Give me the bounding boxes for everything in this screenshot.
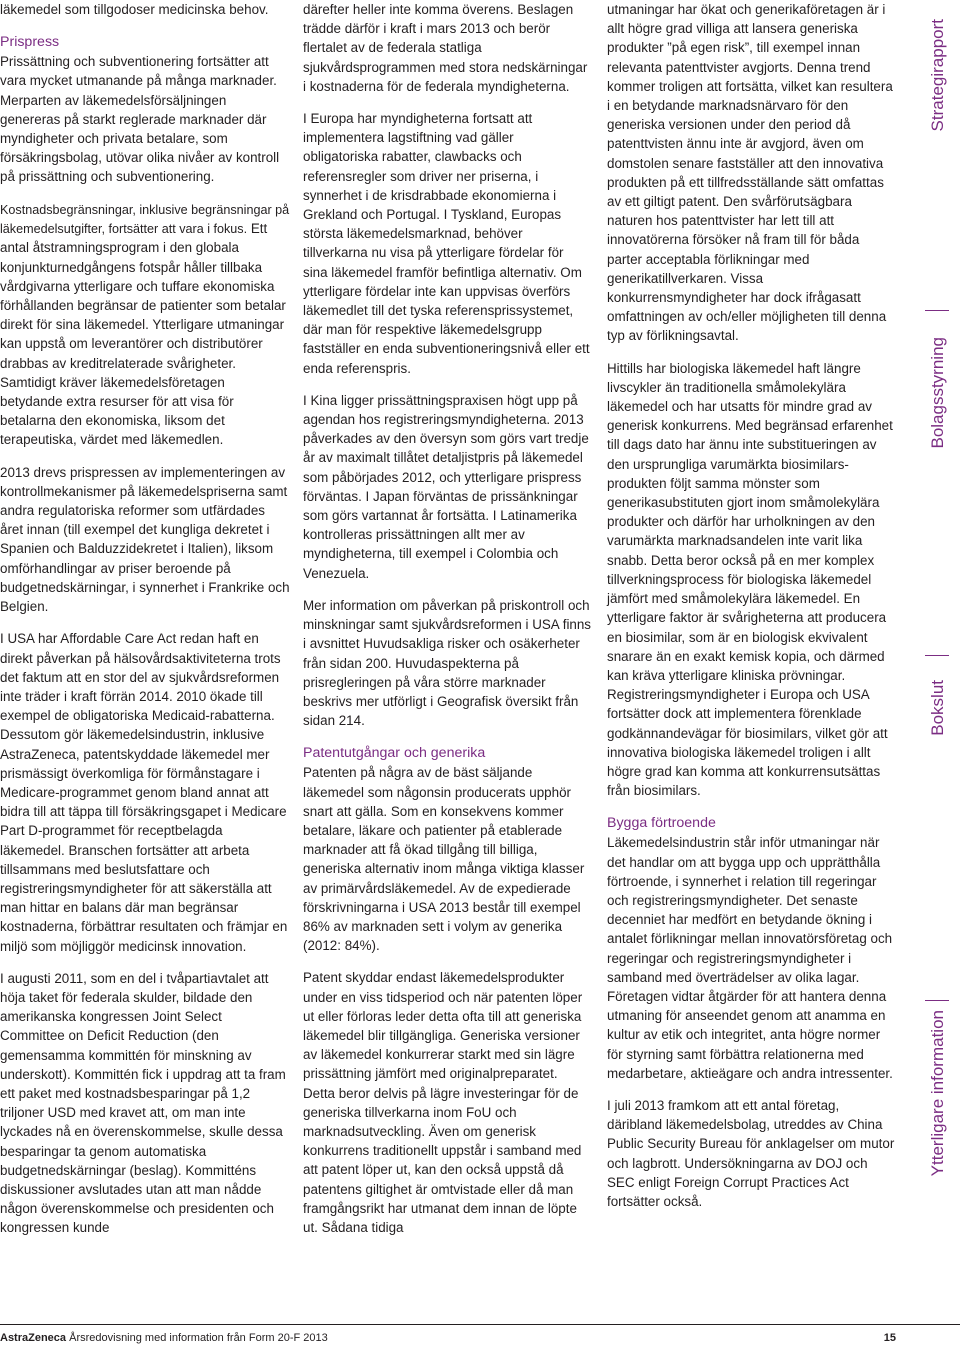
lead-text: Kostnadsbegränsningar, inklusive begränsningar på läkemedelsutgifter, fortsätter att vara i fokus. — [0, 202, 290, 237]
paragraph — [607, 1096, 895, 1211]
text-column-middle — [303, 0, 591, 1250]
section-heading: Patentutgångar och generika — [303, 745, 486, 762]
paragraph — [303, 743, 591, 955]
sidenav-divider — [925, 655, 949, 656]
paragraph — [303, 968, 591, 1237]
text-column-left — [0, 0, 290, 1251]
text-column-right — [607, 0, 895, 1224]
paragraph-text: därefter heller inte komma överens. Beslagen trädde därför i kraft i mars 2013 och berör flertalet av de federala statliga sjukvårdsprogrammen med stora nedskärningar i kostnaderna för de federala myndigheterna. — [303, 2, 588, 94]
paragraph-text: 2013 drevs prispressen av implementeringen av kontrollmekanismer på läkemedelspriserna samt andra regulatoriska reformer som utfärdades året innan (till exempel det kungliga dekretet i Spanien och Balduzzidekretet i Italien), liksom omförhandlingar av priser beroende på budgetnedskärningar, i synnerhet i Frankrike och Belgien. — [0, 464, 290, 615]
section-heading: Prispress — [0, 34, 60, 51]
paragraph-text: Patent skyddar endast läkemedelsprodukter under en viss tidsperiod och när patenten löper ut eller förloras leder detta ofta till att generiska läkemedel blir tillgängliga. Generiska versioner av läkemedel konkurrerar starkt med sin lägre prissättning jämfört med originalpreparatet. Detta beror delvis på lägre investeringar för de generiska tillverkarna inom FoU och marknadsutveckling. Även om generisk konkurrens traditionellt uppstår i samband med att patent löper ut, kan den också uppstå då patentens giltighet är omtvistade eller då man framgångsrikt har utmanat dem innan de löpte ut. Sådana tidiga — [303, 970, 583, 1235]
paragraph — [0, 32, 290, 186]
paragraph-text: utmaningar har ökat och generikaföretagen är i allt högre grad villiga att lansera generiska produkter ”på egen risk”, till exempel innan relevanta patenttvister avgjorts. Denna trend kommer troligen att fortsätta, vilket kan resultera i en betydande marknadsnärvaro för den generiska versionen under den period då patenttvisten ännu inte är avgjord, även om domstolen senare fastställer att den innovativa produkten på ett tillfredsställande sätt omfattas av ett giltigt patent. Den svårförutsägbara naturen hos patenttvister har lett till att innovatörerna försöker nå fram till för båda parter acceptabla förlikningar med generikatillverkaren. Vissa konkurrensmyndigheter har dock ifrågasatt omfattningen av och/eller möjligheten till denna typ av förlikningsavtal. — [607, 2, 893, 344]
paragraph-text: Patenten på några av de bäst säljande läkemedel som någonsin producerats upphör snart att gälla. Som en konsekvens kommer betalare, läkare och patienter på etablerade marknader att få ökad tillgång till billiga, generiska alternativ inom många viktiga klasser av primärvårdsläkemedel. Av de expedierade förskrivningarna i USA 2013 består till exempel 86% av marknaden sett i volym av generika (2012: 84%). — [303, 765, 585, 954]
paragraph — [303, 109, 591, 378]
paragraph-text: Läkemedelsindustrin står inför utmaningar när det handlar om att bygga upp och upprätthålla förtroende, i synnerhet i relation till regeringar och registreringsmyndigheter. Det senaste decenniet har medfört en betydande ökning i antalet förlikningar mellan innovatörsföretag och regeringar och registreringsmyndigheter i samband med överträdelser av olika lagar. Företagen vidtar åtgärder för att hantera denna utmaning för anseendet genom att anamma en kultur av etik och integritet, anta högre normer för styrning samt förbättra relationerna med medarbetare, aktieägare och andra intressenter. — [607, 835, 893, 1081]
footer-title: Årsredovisning med information från Form 20-F 2013 — [69, 1332, 328, 1344]
paragraph — [0, 0, 290, 19]
sidenav-divider — [925, 1000, 949, 1001]
paragraph — [0, 969, 290, 1238]
sidenav-strategirapport[interactable]: Strategirapport — [928, 18, 947, 132]
paragraph — [303, 391, 591, 583]
sidenav-divider — [925, 310, 949, 311]
sidenav-bokslut[interactable]: Bokslut — [928, 680, 947, 736]
paragraph — [0, 463, 290, 617]
paragraph-text: I augusti 2011, som en del i tvåpartiavtalet att höja taket för federala skulder, bildade den amerikanska kongressen Joint Select Committee on Deficit Reduction (den gemensamma kommittén för minskning av underskott). Kommittén fick i uppdrag att ta fram ett paket med kostnadsbesparingar på 1,2 triljoner USD med kravet att, om man inte lyckades nå en överenskommelse, skulle dessa besparingar ta genom automatiska budgetnedskärningar (beslag). Kommitténs diskussioner avslutades utan att man nådde någon överenskommelse och presidenten och kongressen kunde — [0, 970, 286, 1236]
paragraph-text: I Kina ligger prissättningspraxisen högt upp på agendan hos registreringsmyndigheterna. 2013 påverkades av den översyn som görs vart tredje år av maximalt tillåtet detaljistpris på läkemedel som påbörjades 2012, och ytterligare prispress förväntas. I Japan förväntas de prissänkningar som görs vartannat år fortsätta. I Latinamerika kontrolleras prissättningen allt mer av myndigheterna, till exempel i Colombia och Venezuela. — [303, 392, 589, 581]
sidenav-bolagsstyrning[interactable]: Bolagsstyrning — [928, 337, 947, 449]
footer — [0, 1331, 328, 1345]
sidenav-ytterligare-information[interactable]: Ytterligare information — [928, 1009, 947, 1177]
paragraph-text: Hittills har biologiska läkemedel haft längre livscykler än traditionella småmolekylära läkemedel och har utsatts för mindre grad av generisk konkurrens. Med begränsad erfarenhet till dags dato har ännu inte substitueringen av den ursprungliga varumärkta biosimilars-produkten följt samma mönster som generikasubstituten gjort inom småmolekylära produkter och därför har urholkningen av den varumärkta marknadsandelen inte varit lika snabb. Detta beror också på en mer komplex tillverkningsprocess för biologiska läkemedel jämfört med småmolekylära läkemedel. En ytterligare faktor är svårigheterna att producera en biosimilar, som är en biologisk ekvivalent snarare än en exakt kemisk kopia, och därmed kan kräva ytterligare kliniska prövningar. Registreringsmyndigheter i Europa och USA fortsätter dock att implementera förenklade godkännandevägar för biosimilars, vilket gör att innovativa biologiska läkemedel troligen i allt högre grad kan komma att konkurrensutsättas från biosimilars. — [607, 360, 893, 799]
paragraph — [303, 0, 591, 96]
footer-brand: AstraZeneca — [0, 1332, 67, 1344]
section-sidebar — [916, 0, 960, 1300]
paragraph — [607, 813, 895, 1083]
footer-rule — [0, 1324, 960, 1325]
paragraph — [0, 200, 290, 450]
paragraph-text: I juli 2013 framkom att ett antal företag, däribland läkemedelsbolag, utreddes av China Public Security Bureau för anklagelser om mutor och lagbrott. Undersökningarna av DOJ och SEC enligt Foreign Corrupt Practices Act fortsätter också. — [607, 1097, 895, 1209]
paragraph-text: I USA har Affordable Care Act redan haft en direkt påverkan på hälsovårdsaktiviteterna trots det faktum att en stor del av sjukvårdsreformen inte träder i kraft förrän 2014. 2010 ökade till exempel de obligatoriska Medicaid-rabatterna. Dessutom gör läkemedelsindustrin, inklusive AstraZeneca, patentskyddade läkemedel mer prismässigt överkomliga för förmånstagare i Medicare-programmet genom bland annat att bidra till att täppa till försäkringsgapet i Medicare Part D-programmet för receptbelagda läkemedel. Branschen fortsätter att arbeta tillsammans med beslutsfattare och registreringsmyndigheter för att säkerställa att man hittar en balans där man begränsar kostnaderna, förbättrar resultaten och främjar en miljö som möjliggör medicinsk innovation. — [0, 631, 288, 954]
paragraph — [303, 596, 591, 730]
paragraph — [0, 629, 290, 955]
paragraph-text: I Europa har myndigheterna fortsatt att implementera lagstiftning vad gäller obligatoriska rabatter, clawbacks och referensregler som driver ner priserna, i synnerhet i de krisdrabbade ekonomierna i Grekland och Portugal. I Tyskland, Europas största läkemedelsmarknad, behöver tillverkarna nu visa på ytterligare fördelar för sina läkemedel framför befintliga alternativ. Om ytterligare fördelar inte kan uppvisas överförs läkemedlet till det tyska referensprissystemet, där man för respektive läkemedelsgrupp fastställer en enda subventioneringsnivå eller ett enda referenspris. — [303, 111, 590, 376]
paragraph — [607, 359, 895, 801]
paragraph-text: Ett antal åtstramningsprogram i den globala konjunkturnedgångens fotspår håller tillbaka vårdgivarna ytterligare och tuffare ekonomiska förhållanden begränsar de patienter som betalar direkt för sina läkemedel. Ytterligare utmaningar kan uppstå om leverantörer och distributörer drabbas av kreditrelaterade svårigheter. Samtidigt kräver läkemedelsföretagen betydande extra resurser för att visa för betalarna den ekonomiska, liksom det terapeutiska, värdet med läkemedlen. — [0, 221, 286, 448]
section-heading: Bygga förtroende — [607, 815, 716, 832]
paragraph-text: Prissättning och subventionering fortsätter att vara mycket utmanande på många marknader. Merparten av läkemedelsförsäljningen genereras på starkt reglerade marknader där myndigheter och privata betalare, som försäkringsbolag, utövar olika nivåer av kontroll på prissättning och subventionering. — [0, 54, 280, 185]
paragraph-text: läkemedel som tillgodoser medicinska behov. — [0, 2, 269, 17]
paragraph-text: Mer information om påverkan på priskontroll och minskningar samt sjukvårdsreformen i USA finns i avsnittet Huvudsakliga risker och osäkerheter från sidan 200. Huvudaspekterna på prisregleringen på våra större marknader beskrivs mer utförligt i Geografisk översikt från sidan 214. — [303, 597, 592, 729]
paragraph — [607, 0, 895, 346]
page-number: 15 — [883, 1332, 896, 1344]
